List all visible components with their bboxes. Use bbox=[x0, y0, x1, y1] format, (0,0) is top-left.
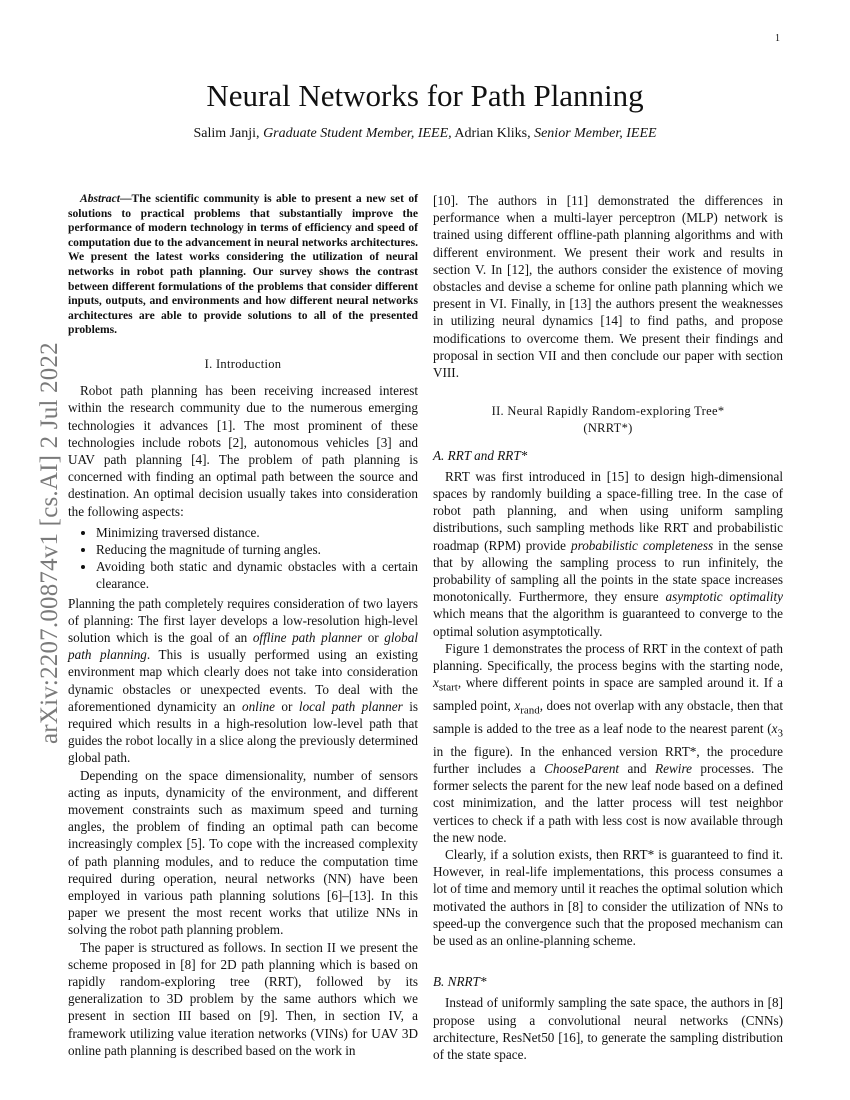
paragraph: Depending on the space dimensionality, number of sensors acting as inputs, dynamicity of the environment, and different movement constraints such as maximum speed and turning angles, the problem of finding an optimal path can become increasingly complex [5]. To cope with the increased complexity of path planning modules, and to reduce the computation time required during operation, neural networks (NN) have been employed in various path planning solutions [6]–[13]. In this paper we present the most recent works that utilize NNs in solving the robot path planning problem. bbox=[68, 767, 418, 938]
text-span: , where different points in space are sampled around it. If a sampled point, bbox=[433, 675, 783, 714]
list-item: • Minimizing traversed distance. bbox=[96, 524, 418, 541]
text-span: processes. The former selects the parent for the new leaf node based on a defined cost minimization, and the latter process will test neighbor vertices to check if a path with less cost is now available through the new node. bbox=[433, 761, 783, 845]
text-span: is required which results in a high-resolution low-level path that guides the robot locally in a slice along the previously determined global path. bbox=[68, 698, 418, 766]
section-heading: I. Introduction bbox=[204, 356, 282, 371]
list-item: • Reducing the magnitude of turning angles. bbox=[96, 541, 418, 558]
author-name: Salim Janji, bbox=[193, 126, 260, 141]
section-heading-line: (NRRT*) bbox=[583, 421, 633, 436]
abstract-label: Abstract bbox=[80, 192, 120, 205]
subsection-heading: A. RRT and RRT* bbox=[433, 447, 528, 463]
emphasis: probabilistic completeness bbox=[570, 537, 714, 553]
subsection-heading: B. NRRT* bbox=[433, 974, 487, 990]
bullet-list bbox=[68, 524, 418, 593]
text-span: and bbox=[619, 761, 656, 777]
text-span: , does not overlap with any obstacle, then that sample is added to the tree as a leaf node to the nearest parent ( bbox=[433, 698, 783, 736]
list-item: • Avoiding both static and dynamic obstacles with a certain clearance. bbox=[96, 558, 418, 592]
right-column bbox=[433, 192, 783, 1063]
emphasis: online bbox=[241, 698, 275, 714]
paragraph bbox=[433, 640, 783, 846]
emphasis: offline path planner bbox=[252, 629, 363, 645]
emphasis: local path planner bbox=[298, 698, 403, 714]
author-role: Senior Member, IEEE bbox=[534, 126, 657, 141]
math-subscript: start bbox=[438, 681, 458, 694]
arxiv-stamp: arXiv:2207.00874v1 [cs.AI] 2 Jul 2022 bbox=[36, 342, 63, 744]
section-heading-line: II. Neural Rapidly Random-exploring Tree* bbox=[491, 404, 725, 419]
section-heading bbox=[433, 403, 783, 437]
paragraph: Robot path planning has been receiving increased interest within the research community due to the numerous emerging technologies it advances [1]. The most prominent of these technologies include robots [2], autonomous vehicles [3] and UAV path planning [4]. The problem of path planning is concerned with finding an optimal path between the source and destination. An optimal decision usually takes into consideration the following aspects: bbox=[68, 383, 418, 519]
emphasis: asymptotic optimality bbox=[665, 589, 783, 605]
paragraph bbox=[433, 468, 783, 640]
abstract-text: —The scientific community is able to present a new set of solutions to practical problems that substantially improve the performance of modern technology in terms of efficiency and speed of computation due to the advancement in neural networks architectures. We present the latest works considering the utilization of neural networks in robot path planning. Our survey shows the contrast between different formulations of the problems that consider different inputs, outputs, and environments and how different neural networks architectures are able to provide solutions to all of the presented problems. bbox=[68, 192, 418, 337]
emphasis: global path planning bbox=[68, 629, 418, 663]
text-span: or bbox=[362, 629, 385, 645]
math-symbol: x bbox=[433, 675, 439, 691]
math-subscript: 3 bbox=[777, 727, 783, 740]
author-role: Graduate Student Member, IEEE, bbox=[263, 126, 452, 141]
paragraph: The paper is structured as follows. In section II we present the scheme proposed in [8] for 2D path planning which is based on rapidly random-exploring tree (RRT), followed by its generalization to 3D problem by the same authors which we present in section III based on [9]. Then, in section IV, a framework utilizing value iteration networks (VINs) for UAV 3D online path planning is described based on the work in bbox=[68, 939, 418, 1058]
text-span: in the figure). In the enhanced version RRT*, the procedure further includes a bbox=[433, 743, 783, 777]
math-subscript: rand bbox=[520, 704, 540, 717]
text-span: Planning the path completely requires consideration of two layers of planning: The first layer develops a low-resolution high-level solution which is the goal of an bbox=[68, 595, 418, 645]
text-span: which means that the algorithm is guaranteed to converge to the optimal solution asymptotically. bbox=[433, 606, 783, 639]
author-name: Adrian Kliks, bbox=[454, 126, 531, 141]
left-column bbox=[68, 192, 418, 1059]
paragraph bbox=[68, 595, 418, 767]
text-span: in the sense that by allowing the sampling process to run infinitely, the probability of sampling all the points in the state space increases monotonically. Furthermore, they ensure bbox=[433, 537, 784, 605]
math-symbol: x bbox=[514, 698, 521, 714]
text-span: RRT was first introduced in [15] to design high-dimensional spaces by randomly building a space-filling tree. In the case of robot path planning, and when using uniform sampling distributions, such sampling methods like RRT and probabilistic roadmap (RPM) provide bbox=[433, 468, 783, 553]
paragraph: Clearly, if a solution exists, then RRT* is guaranteed to find it. However, in real-life implementations, this process consumes a lot of time and memory until it reaches the optimal solution which motivated the authors in [8] to consider the utilization of NNs to speed-up the convergence such that the proposed mechanism can be used as an online-planning scheme. bbox=[433, 847, 783, 949]
text-span: Figure 1 demonstrates the process of RRT in the context of path planning. Specifically, the process begins with the starting node, bbox=[433, 640, 783, 674]
abstract bbox=[68, 192, 418, 338]
paragraph: Instead of uniformly sampling the sate space, the authors in [8] propose using a convolutional neural networks (CNNs) architecture, ResNet50 [16], to generate the sampling distribution of the state space. bbox=[433, 995, 783, 1063]
page-number: 1 bbox=[775, 33, 780, 44]
math-symbol: x bbox=[771, 720, 778, 736]
text-span: . This is usually performed using an existing environment map which clearly does not take into consideration dynamic obstacles or unexpected events. To deal with the aforementioned dynamicity an bbox=[68, 647, 418, 714]
author-line bbox=[0, 126, 850, 142]
paragraph: [10]. The authors in [11] demonstrated the differences in performance when a multi-layer perceptron (MLP) network is trained using different offline-path planning algorithms and with different environment. We present their work and results in section V. In [12], the authors consider the existence of moving obstacles and devise a scheme for online path planning which we present in VI. Finally, in [13] the authors present the weaknesses in utilizing neural dynamics [14] to find paths, and propose modifications to overcome them. We present their findings and proposal in section VII and then conclude our paper with section VIII. bbox=[433, 193, 783, 381]
paper-title: Neural Networks for Path Planning bbox=[206, 78, 644, 113]
text-span: or bbox=[274, 698, 299, 714]
emphasis: ChooseParent bbox=[544, 761, 620, 777]
emphasis: Rewire bbox=[655, 761, 692, 777]
